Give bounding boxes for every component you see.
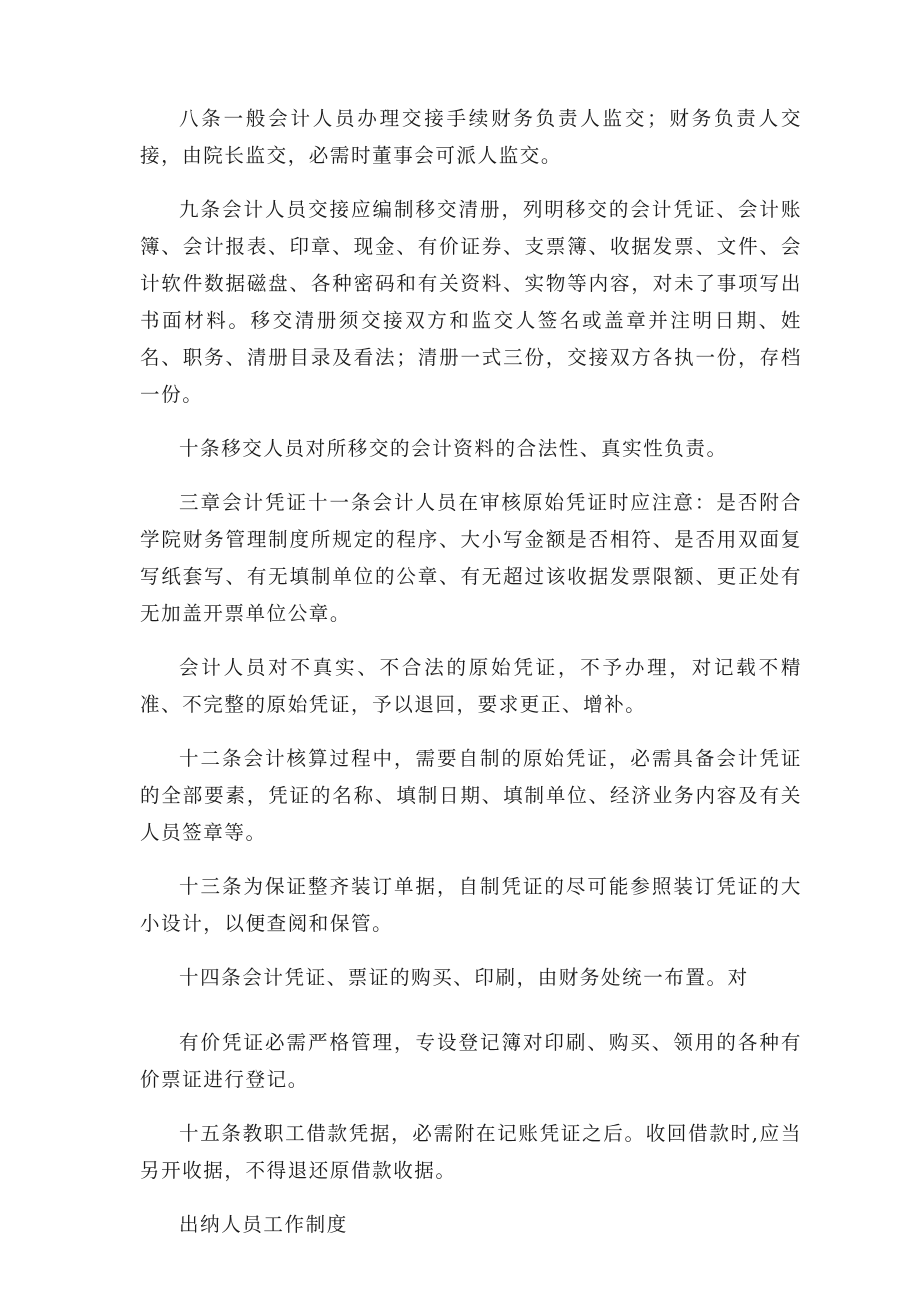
paragraph-article-12: 十二条会计核算过程中，需要自制的原始凭证，必需具备会计凭证的全部要素，凭证的名称、填制日期、填制单位、经济业务内容及有关人员签章等。	[140, 747, 802, 844]
paragraph-article-9: 九条会计人员交接应编制移交清册，列明移交的会计凭证、会计账簿、会计报表、印章、现金、有价证券、支票簿、收据发票、文件、会计软件数据磁盘、各种密码和有关资料、实物等内容，对未了事项写出书面材料。移交清册须交接双方和监交人签名或盖章并注明日期、姓名、职务、清册目录及看法；清册一式三份，交接双方各执一份，存档一份。	[140, 198, 802, 406]
section-heading-cashier-rules: 出纳人员工作制度	[179, 1213, 348, 1236]
document-body	[140, 100, 802, 1260]
paragraph-invalid-vouchers: 会计人员对不真实、不合法的原始凭证，不予办理，对记载不精准、不完整的原始凭证，予以退回，要求更正、增补。	[140, 656, 802, 716]
paragraph-article-15: 十五条教职工借款凭据，必需附在记账凭证之后。收回借款时,应当另开收据，不得退还原借款收据。	[140, 1122, 802, 1182]
paragraph-valuable-vouchers: 有价凭证必需严格管理，专设登记簿对印刷、购买、领用的各种有价票证进行登记。	[140, 1031, 802, 1091]
paragraph-article-8: 八条一般会计人员办理交接手续财务负责人监交；财务负责人交接，由院长监交，必需时董事会可派人监交。	[140, 107, 802, 167]
paragraph-article-14: 十四条会计凭证、票证的购买、印刷，由财务处统一布置。对	[179, 966, 749, 989]
paragraph-article-10: 十条移交人员对所移交的会计资料的合法性、真实性负责。	[179, 437, 728, 460]
paragraph-article-13: 十三条为保证整齐装订单据，自制凭证的尽可能参照装订凭证的大小设计，以便查阅和保管。	[140, 875, 802, 935]
paragraph-chapter-3-article-11: 三章会计凭证十一条会计人员在审核原始凭证时应注意：是否附合学院财务管理制度所规定的程序、大小写金额是否相符、是否用双面复写纸套写、有无填制单位的公章、有无超过该收据发票限额、更正处有无加盖开票单位公章。	[140, 491, 802, 625]
